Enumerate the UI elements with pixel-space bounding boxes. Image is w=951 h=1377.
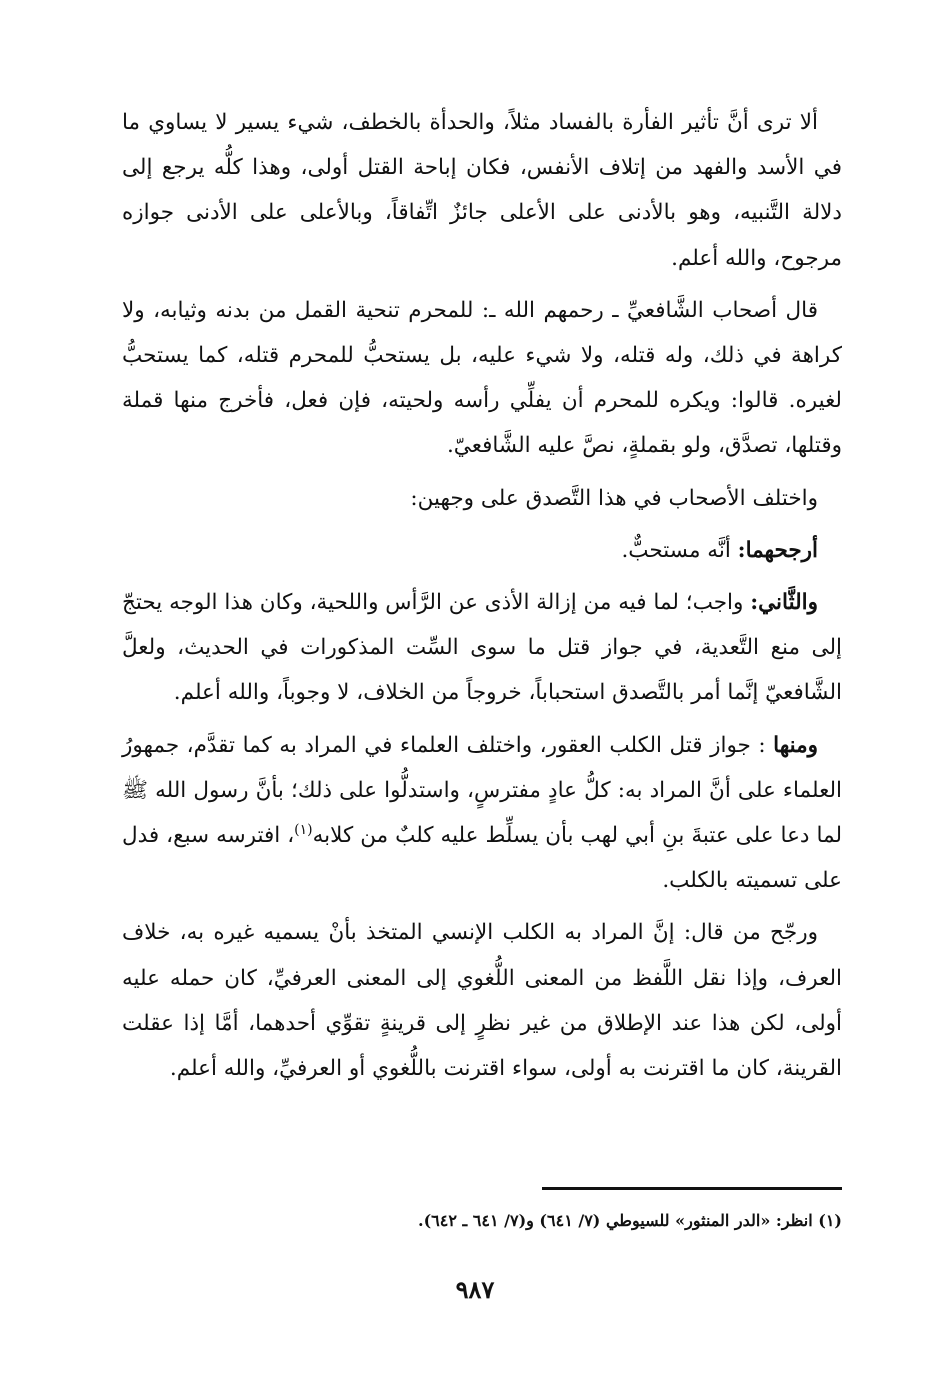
footnote-divider <box>542 1187 842 1190</box>
paragraph-rabid-dog <box>122 723 842 904</box>
paragraph-comparison: ألا ترى أنَّ تأثير الفأرة بالفساد مثلاً، والحدأة بالخطف، شيء يسير لا يساوي ما في الأسد والفهد من إتلاف الأنفس، فكان إباحة القتل أولى، وهذا كلُّه يرجع إلى دلالة التَّنبيه، وهو بالأدنى على الأعلى جائزٌ اتِّفاقاً، وبالأعلى على الأدنى جوازه مرجوح، والله أعلم. <box>122 110 842 271</box>
page-number: ٩٨٧ <box>455 1275 495 1304</box>
dog-section-text-end: ، افترسه سبع، فدل على تسميته بالكلب. <box>122 823 842 894</box>
footnote-reference: (١) <box>294 821 313 838</box>
paragraph-first-view <box>122 528 842 573</box>
footnote: (١) انظر: «الدر المنثور» للسيوطي (٧/ ٦٤١) و(٧/ ٦٤١ ـ ٦٤٢). <box>418 1211 842 1230</box>
paragraph-preference: ورجّح من قال: إنَّ المراد به الكلب الإنسي المتخذ بأنْ يسميه غيره به، خلاف العرف، وإذا نقل اللَّفظ من المعنى اللُّغوي إلى المعنى العرفيِّ، كان حمله عليه أولى، لكن هذا عند الإطلاق من غير نظرٍ إلى قرينةٍ تقوِّي أحدهما، أمَّا إذا عقلت القرينة، كان ما اقترنت به أولى، سواء اقترنت باللُّغوي أو العرفيِّ، والله أعلم. <box>122 920 842 1082</box>
first-view-label: أرجحهما: <box>737 537 818 563</box>
paragraph-lice: قال أصحاب الشَّافعيِّ ـ رحمهم الله ـ: للمحرم تنحية القمل من بدنه وثيابه، ولا كراهة في ذلك، وله قتله، ولا شيء عليه، بل يستحبُّ للمحرم قتله، كما يستحبُّ لغيره. قالوا: ويكره للمحرم أن يفلِّي رأسه ولحيته، فإن فعل، فأخرج منها قملة وقتلها، تصدَّق، ولو بقملةٍ، نصَّ عليه الشَّافعيّ. <box>122 297 842 459</box>
paragraph-disagreement: واختلف الأصحاب في هذا التَّصدق على وجهين: <box>410 485 818 511</box>
dog-section-label: ومنها <box>773 732 818 758</box>
paragraph-second-view <box>122 580 842 716</box>
second-view-label: والثَّاني: <box>750 590 818 616</box>
main-text <box>122 100 842 1098</box>
dog-section-text: : جواز قتل الكلب العقور، واختلف العلماء في المراد به كما تقدَّم، جمهورُ العلماء على أنَّ المراد به: كلُّ عادٍ مفترسٍ، واستدلُّوا على ذلك؛ بأنَّ رسول الله ﷺ لما دعا على عتبةَ بنِ أبي لهب بأن يسلِّط عليه كلبٌ من كلابه <box>122 732 843 849</box>
first-view-text: أنَّه مستحبٌّ. <box>621 537 738 563</box>
second-view-text: واجب؛ لما فيه من إزالة الأذى عن الرَّأس واللحية، وكان هذا الوجه يحتجّ إلى منع التَّعدية، في جواز قتل ما سوى السِّت المذكورات في الحديث، ولعلَّ الشَّافعيّ إنَّما أمر بالتَّصدق استحباباً، خروجاً من الخلاف، لا وجوباً، والله أعلم. <box>122 590 842 706</box>
